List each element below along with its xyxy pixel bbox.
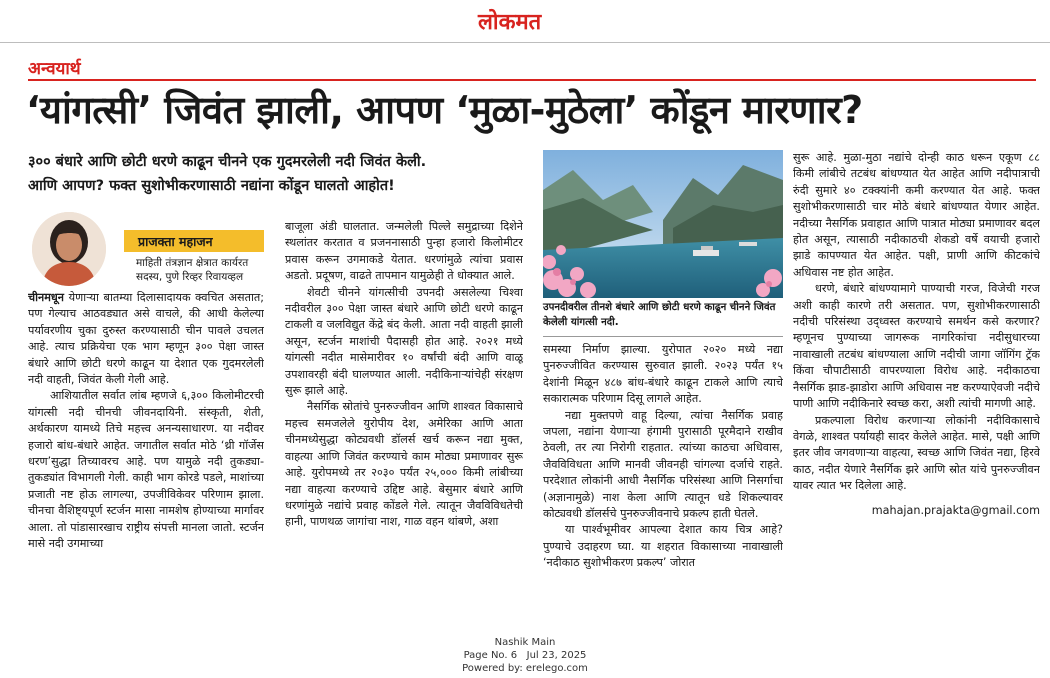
author-role: माहिती तंत्रज्ञान क्षेत्रात कार्यरत सदस्य, पुणे रिव्हर रिवायव्हल xyxy=(136,257,249,283)
author-email[interactable]: mahajan.prajakta@gmail.com xyxy=(871,503,1040,517)
photo-caption: उपनदीवरील तीनशे बंधारे आणि छोटी धरणे काढून चीनने जिवंत केलेली यांगत्सी नदी. xyxy=(543,302,776,328)
col4-paragraph-1: सुरू आहे. मुळा-मुठा नद्यांचे दोन्ही काठ धरून एकूण ८८ किमी लांबीचे तटबंध बांधण्यात येत आहेत आणि नदीपात्राची रुंदी सुमारे ४० टक्क्यांनी कमी करण्यात येत आहे. फक्त सुशोभीकरणासाठी चार मोठे बंधारे बांधण्यात येणार आहेत. नदीच्या नैसर्गिक प्रवाहात आणि पात्रात मोठ्या प्रमाणावर बदल होत असून, त्यासाठी नदीकाठची शेकडो वर्षे वयाची हजारो झाडे कापण्यात येत आहेत. पक्षी, प्राणी आणि कीटकांचे अधिवास नष्ट होत आहेत. xyxy=(793,151,1040,279)
col1-paragraph-1 xyxy=(28,290,264,388)
footer-page-date xyxy=(0,649,1050,662)
col2-paragraph-1: बाजूला अंडी घालतात. जन्मलेली पिल्ले समुद्राच्या दिशेने स्थलांतर करतात व प्रजननासाठी पुन्हा हजारो किलोमीटर प्रवास करून उगमाकडे येतात. धरणांमुळे त्यांचा प्रवास अडतो. प्रदूषण, वाढते तापमान यामुळेही ते धोक्यात आले. xyxy=(285,220,523,283)
col1-lead: चीनमधून xyxy=(28,291,64,304)
col1-paragraph-1-text: येणाऱ्या बातम्या दिलासादायक क्वचित असतात; पण गेल्याच आठवड्यात असे वाचले, की आधी केलेल्या पर्यावरणीय चुका दुरुस्त करण्यासाठी चीन पावले उचलत आहे. त्याच प्रक्रियेचा एक भाग म्हणून ३०० पेक्षा जास्त बंधारे आणि छोटी धरणे काढून या देशात एक गुदमरलेली नदी वाहती, जिवंत केली गेली आहे. xyxy=(28,291,264,387)
yangtze-river-photo[interactable] xyxy=(543,150,783,298)
deck-line-1: ३०० बंधारे आणि छोटी धरणे काढून चीनने एक गुदमरलेली नदी जिवंत केली. xyxy=(28,154,427,170)
river-landscape-icon xyxy=(543,150,783,298)
column-3 xyxy=(543,342,783,616)
footer-powered[interactable]: Powered by: erelego.com xyxy=(462,663,588,674)
column-2 xyxy=(285,219,523,616)
col3-paragraph-3: या पार्श्वभूमीवर आपल्या देशात काय चित्र आहे? पुण्याचे उदाहरण घ्या. या शहरात विकासाच्या नावाखाली ‘नदीकाठ सुशोभीकरण प्रकल्प’ जोरात xyxy=(543,523,783,570)
author-portrait-icon xyxy=(32,212,106,286)
footer-date: Jul 23, 2025 xyxy=(526,650,587,661)
page-footer xyxy=(0,636,1050,675)
masthead-divider xyxy=(0,42,1050,43)
col3-paragraph-2: नद्या मुक्तपणे वाहू दिल्या, त्यांचा नैसर्गिक प्रवाह जपला, नद्यांना येणाऱ्या हंगामी पुरासाठी पूरमैदाने राखीव ठेवली, तर त्या निरोगी राहतात. त्यांच्या काठचा अधिवास, जैवविविधता आणि मानवी जीवनही चांगल्या दर्जाचे राहते. परदेशात लोकांनी आधी नैसर्गिक परिसंस्था आणि निसर्गाचा (अज्ञानामुळे) नाश केला आणि त्यातून धडे शिकल्यावर कोट्यवधी डॉलर्सचे पुनरुज्जीवनाचे प्रकल्प हाती घेतले. xyxy=(543,408,783,521)
headline: ‘यांगत्सी’ जिवंत झाली, आपण ‘मुळा-मुठेला’ कोंडून मारणार? xyxy=(26,88,863,132)
col2-paragraph-2: शेवटी चीनने यांगत्सीची उपनदी असलेल्या चिश्वा नदीवरील ३०० पेक्षा जास्त बंधारे आणि छोटी धरणे काढून टाकली व जलविद्युत केंद्रे बंद केली. आता नदी वाहती झाली असून, स्टर्जन माशांची पैदासही होत आहे. २०२१ मध्ये यांगत्सी नदीत मासेमारीवर १० वर्षांची बंदी आणि वाळू उपशावरही बंदी घालण्यात आली. नदीकिनाऱ्यांचेही संरक्षण सुरू झाले आहे. xyxy=(285,285,523,398)
section-rule xyxy=(28,79,1036,81)
col1-paragraph-2: आशियातील सर्वात लांब म्हणजे ६,३०० किलोमीटरची यांगत्सी नदी चीनची जीवनदायिनी. संस्कृती, शेती, अर्थकारण यामध्ये तिचे महत्त्व अनन्यसाधारण. या नदीवर हजारो बांध-बंधारे आहेत. जगातील सर्वात मोठे ‘थ्री गॉर्जेस धरण’सुद्धा तिच्यावरच आहे. पण यामुळे नदी तुकड्या-तुकड्यांत विभागली गेली. काही भाग कोरडे पडले, माशांच्या प्रजाती नष्ट होऊ लागल्या, उपजीविकेवर परिणाम झाला. चीनचा वैशिष्ट्यपूर्ण स्टर्जन मासा नामशेष होण्याच्या मार्गावर आला. तो पांडासारखाच राष्ट्रीय संपत्ती मानला जातो. स्टर्जन मासे नदी उगमाच्या xyxy=(28,389,264,551)
footer-edition: Nashik Main xyxy=(494,637,556,648)
col4-paragraph-2: धरणे, बंधारे बांधण्यामागे पाण्याची गरज, विजेची गरज अशी काही कारणे तरी असतात. पण, सुशोभीकरणासाठी नदीची परिसंस्था उद्ध्वस्त करण्याचे समर्थन कसे करणार? म्हणूनच पुण्याच्या जागरूक नागरिकांचा नदीसुधारच्या नावाखाली तटबंध बांधण्याला आणि नदीची जागा जॉगिंग ट्रॅक किंवा चौपाटीसाठी वापरण्याला विरोध आहे. नदीकाठचा नैसर्गिक झाड-झाडोरा आणि अधिवास नष्ट करण्याऐवजी नदीचे पाणी आणि नदीकिनारे स्वच्छ करा, अशी त्यांची मागणी आहे. xyxy=(793,282,1040,411)
caption-rule xyxy=(543,336,783,337)
column-1 xyxy=(28,290,264,616)
author-name: प्राजक्ता महाजन xyxy=(138,234,213,249)
masthead xyxy=(0,0,1050,44)
author-box xyxy=(28,212,264,286)
col4-paragraph-3: प्रकल्पाला विरोध करणाऱ्या लोकांनी नदीविकासाचे वेगळे, शाश्वत पर्यायही सादर केलेले आहेत. मासे, पक्षी आणि इतर जीव जगवणाऱ्या वाहत्या, स्वच्छ आणि जिवंत नद्या, हिरवे काठ, नदीत येणारे नैसर्गिक झरे आणि स्रोत यांचे पुनरुज्जीवन यावर त्यात भर दिलेला आहे. xyxy=(793,413,1040,493)
col3-paragraph-1: समस्या निर्माण झाल्या. युरोपात २०२० मध्ये नद्या पुनरुज्जीवित करण्यास सुरुवात झाली. २०२३ पर्यंत १५ देशांनी मिळून ४८७ बांध-बंधारे काढून टाकले आणि त्याचे सकारात्मक परिणाम दिसू लागले आहेत. xyxy=(543,343,783,406)
deck-line-2: आणि आपण? फक्त सुशोभीकरणासाठी नद्यांना कोंडून घालतो आहोत! xyxy=(28,178,395,194)
author-avatar xyxy=(32,212,106,286)
col2-paragraph-3: नैसर्गिक स्रोतांचे पुनरुज्जीवन आणि शाश्वत विकासाचे महत्त्व समजलेले युरोपीय देश, अमेरिका आणि आता चीनमध्येसुद्धा कोट्यवधी डॉलर्स खर्च करून नद्या मुक्त, वाहत्या आणि जिवंत करण्याचे काम मोठ्या प्रमाणावर सुरू आहे. युरोपमध्ये तर २०३० पर्यंत २५,००० किमी लांबीच्या नद्या वाहत्या करण्याचे उद्दिष्ट आहे. बेसुमार बंधारे आणि धरणांमुळे नद्यांचे प्रवाह कोंडले गेले. त्यातून जैवविविधतेची हानी, पाणथळ जागांचा नाश, गाळ वहन थांबणे, अशा xyxy=(285,400,523,529)
section-label: अन्वयार्थ xyxy=(28,59,81,79)
column-4 xyxy=(793,150,1040,616)
deck xyxy=(28,150,533,198)
footer-page: Page No. 6 xyxy=(463,650,518,661)
lokmat-logo[interactable]: लोकमत xyxy=(478,10,542,35)
